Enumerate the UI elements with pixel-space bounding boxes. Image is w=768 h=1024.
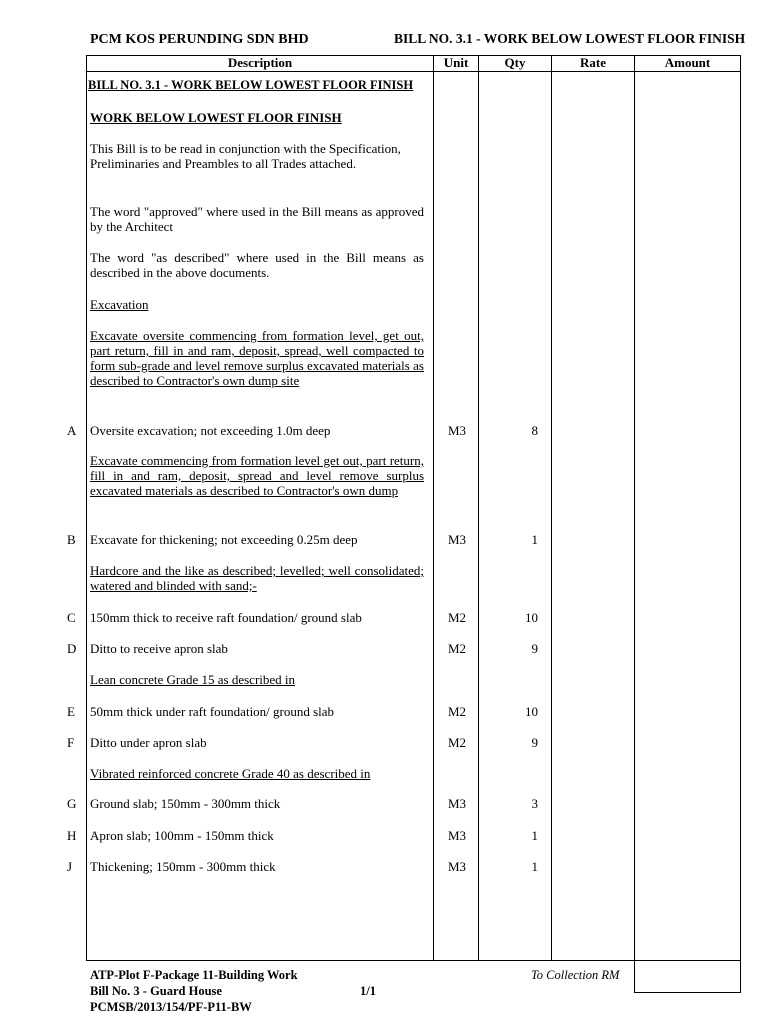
footer-reference: PCMSB/2013/154/PF-P11-BW bbox=[90, 1000, 252, 1014]
item-label: A bbox=[67, 423, 77, 438]
item-qty: 1 bbox=[531, 859, 538, 874]
item-label: J bbox=[67, 859, 73, 874]
item-unit: M3 bbox=[447, 423, 467, 438]
item-qty: 1 bbox=[531, 532, 538, 547]
item-qty: 1 bbox=[531, 828, 538, 843]
item-unit: M3 bbox=[447, 828, 467, 843]
item-label: E bbox=[67, 704, 75, 719]
footer-bill: Bill No. 3 - Guard House bbox=[90, 984, 222, 998]
column-header-unit: Unit bbox=[443, 55, 469, 70]
item-description: Oversite excavation; not exceeding 1.0m deep bbox=[90, 423, 331, 438]
intro-paragraph-3: The word "as described" where used in the Bill means as described in the above documents. bbox=[90, 250, 424, 280]
item-qty: 3 bbox=[531, 796, 538, 811]
item-unit: M3 bbox=[447, 859, 467, 874]
item-label: G bbox=[67, 796, 77, 811]
page-number: 1/1 bbox=[360, 984, 376, 998]
hardcore-note: Hardcore and the like as described; levelled; well consolidated; watered and blinded with sand;- bbox=[90, 563, 424, 593]
item-label: C bbox=[67, 610, 76, 625]
column-header-amount: Amount bbox=[664, 55, 711, 70]
item-description: Excavate for thickening; not exceeding 0.25m deep bbox=[90, 532, 358, 547]
intro-paragraph-1: This Bill is to be read in conjunction with the Specification, Preliminaries and Preambles to all Trades attached. bbox=[90, 141, 401, 171]
excavate-note-2: Excavate commencing from formation level get out, part return, fill in and ram, deposit, spread and level remove surplus excavated materials as described to Contractor's own dump bbox=[90, 453, 424, 498]
item-qty: 10 bbox=[525, 704, 538, 719]
item-unit: M3 bbox=[447, 796, 467, 811]
item-description: Apron slab; 100mm - 150mm thick bbox=[90, 828, 274, 843]
section-heading: WORK BELOW LOWEST FLOOR FINISH bbox=[90, 110, 342, 125]
excavation-note: Excavate oversite commencing from formation level, get out, part return, fill in and ram, deposit, spread, well compacted to form sub-grade and level remove surplus excavated materials as described to Contractor's own dump site bbox=[90, 328, 424, 388]
item-label: B bbox=[67, 532, 76, 547]
column-header-rate: Rate bbox=[580, 55, 606, 70]
bill-heading: BILL NO. 3.1 - WORK BELOW LOWEST FLOOR FINISH bbox=[88, 78, 414, 92]
item-description: Ditto under apron slab bbox=[90, 735, 207, 750]
item-unit: M2 bbox=[447, 641, 467, 656]
lean-concrete-heading: Lean concrete Grade 15 as described in bbox=[90, 672, 296, 687]
item-label: H bbox=[67, 828, 77, 843]
item-unit: M2 bbox=[447, 735, 467, 750]
item-unit: M2 bbox=[447, 610, 467, 625]
item-label: D bbox=[67, 641, 77, 656]
item-label: F bbox=[67, 735, 75, 750]
item-qty: 9 bbox=[531, 735, 538, 750]
collection-label: To Collection RM bbox=[531, 968, 620, 982]
item-description: Ditto to receive apron slab bbox=[90, 641, 228, 656]
item-description: 150mm thick to receive raft foundation/ ground slab bbox=[90, 610, 362, 625]
item-unit: M3 bbox=[447, 532, 467, 547]
column-header-qty: Qty bbox=[504, 55, 526, 70]
company-name: PCM KOS PERUNDING SDN BHD bbox=[90, 32, 309, 47]
excavation-heading: Excavation bbox=[90, 297, 149, 312]
footer-project: ATP-Plot F-Package 11-Building Work bbox=[90, 968, 298, 982]
item-qty: 10 bbox=[525, 610, 538, 625]
intro-paragraph-2: The word "approved" where used in the Bill means as approved by the Architect bbox=[90, 204, 424, 234]
item-description: Thickening; 150mm - 300mm thick bbox=[90, 859, 276, 874]
item-qty: 8 bbox=[531, 423, 538, 438]
item-qty: 9 bbox=[531, 641, 538, 656]
column-header-description: Description bbox=[227, 55, 293, 70]
vibrated-concrete-heading: Vibrated reinforced concrete Grade 40 as described in bbox=[90, 766, 371, 781]
item-unit: M2 bbox=[447, 704, 467, 719]
item-description: 50mm thick under raft foundation/ ground slab bbox=[90, 704, 335, 719]
item-description: Ground slab; 150mm - 300mm thick bbox=[90, 796, 281, 811]
bill-title: BILL NO. 3.1 - WORK BELOW LOWEST FLOOR FINISH bbox=[394, 31, 746, 46]
